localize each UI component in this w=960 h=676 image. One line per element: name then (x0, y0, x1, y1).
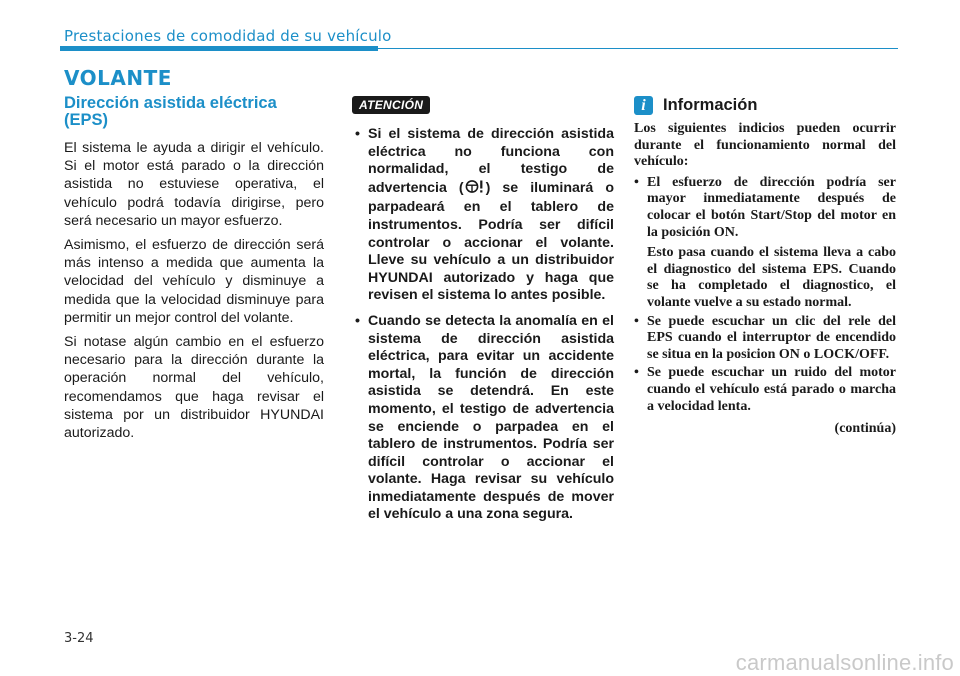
eps-title: Dirección asistida eléctrica (EPS) (64, 94, 277, 129)
info-list (634, 175, 896, 415)
info-item-3: • Se puede escuchar un ruido del motor cuando el vehículo está parado o marcha a velocidad lenta. (634, 365, 896, 415)
caution-badge: ATENCIÓN (352, 96, 430, 114)
header-rule-thick (60, 46, 378, 51)
continued-label: (continúa) (834, 421, 896, 437)
watermark: carmanualsonline.info (735, 650, 954, 675)
eps-paragraph-2: Asimismo, el esfuerzo de dirección será más intenso a medida que aumenta la velocidad del vehículo y disminuye a medida que la velocidad disminuye para permitir un mejor control del volante. (64, 237, 324, 326)
caution-list (352, 126, 614, 524)
section-header: Prestaciones de comodidad de su vehículo (64, 27, 392, 45)
header-rule-thin (378, 48, 898, 49)
caution-item-1-before: Si el sistema de dirección asistida eléctrica no funciona con normalidad, el testigo de advertencia ( (368, 126, 614, 196)
caution-column (352, 96, 614, 532)
chapter-title: VOLANTE (64, 66, 172, 90)
info-header (634, 96, 896, 115)
info-column (634, 96, 896, 437)
info-item-1-sub: Esto pasa cuando el sistema lleva a cabo el diagnostico del sistema EPS. Cuando se ha completado el diagnostico, el volante vuelve a su estado normal. (647, 245, 896, 310)
caution-item-1-after: ) se iluminará o parpadeará en el tablero de instrumentos. Podría ser difícil controlar o accionar el volante. Lleve su vehículo a un distribuidor HYUNDAI autorizado y haga que revisen el sistema lo antes posible. (368, 179, 615, 304)
info-icon: i (634, 96, 653, 115)
info-item-1-text: El esfuerzo de dirección podría ser mayor inmediatamente después de colocar el botón Start/Stop del motor en la posición ON. (647, 174, 896, 240)
steering-warning-icon (465, 179, 485, 200)
info-item-2: • Se puede escuchar un clic del rele del EPS cuando el interruptor de encendido se situa en la posicion ON o LOCK/OFF. (634, 314, 896, 364)
eps-column (64, 95, 324, 448)
info-title: Información (663, 96, 758, 114)
info-item-1 (634, 175, 896, 312)
info-intro: Los siguientes indicios pueden ocurrir durante el funcionamiento normal del vehículo: (634, 121, 896, 170)
caution-item-1 (352, 126, 614, 305)
page-number: 3-24 (64, 631, 94, 646)
caution-item-2: • Cuando se detecta la anomalía en el sistema de dirección asistida eléctrica, para evitar un accidente mortal, la función de dirección asistida se detendrá. En este momento, el testigo de advertencia se enciende o parpadea en el tablero de instrumentos. Podría ser difícil controlar o accionar el volante. Haga revisar su vehículo inmediatamente después de mover el vehículo a una zona segura. (352, 313, 614, 524)
eps-paragraph-3: Si notase algún cambio en el esfuerzo necesario para la dirección durante la operación normal del vehículo, recomendamos que haga revisar el sistema por un distribuidor HYUNDAI autorizado. (64, 334, 324, 442)
eps-paragraph-1: El sistema le ayuda a dirigir el vehículo. Si el motor está parado o la dirección asistida no estuviese operativa, el vehículo podrá todavía dirigirse, pero será necesario un mayor esfuerzo. (64, 140, 324, 229)
